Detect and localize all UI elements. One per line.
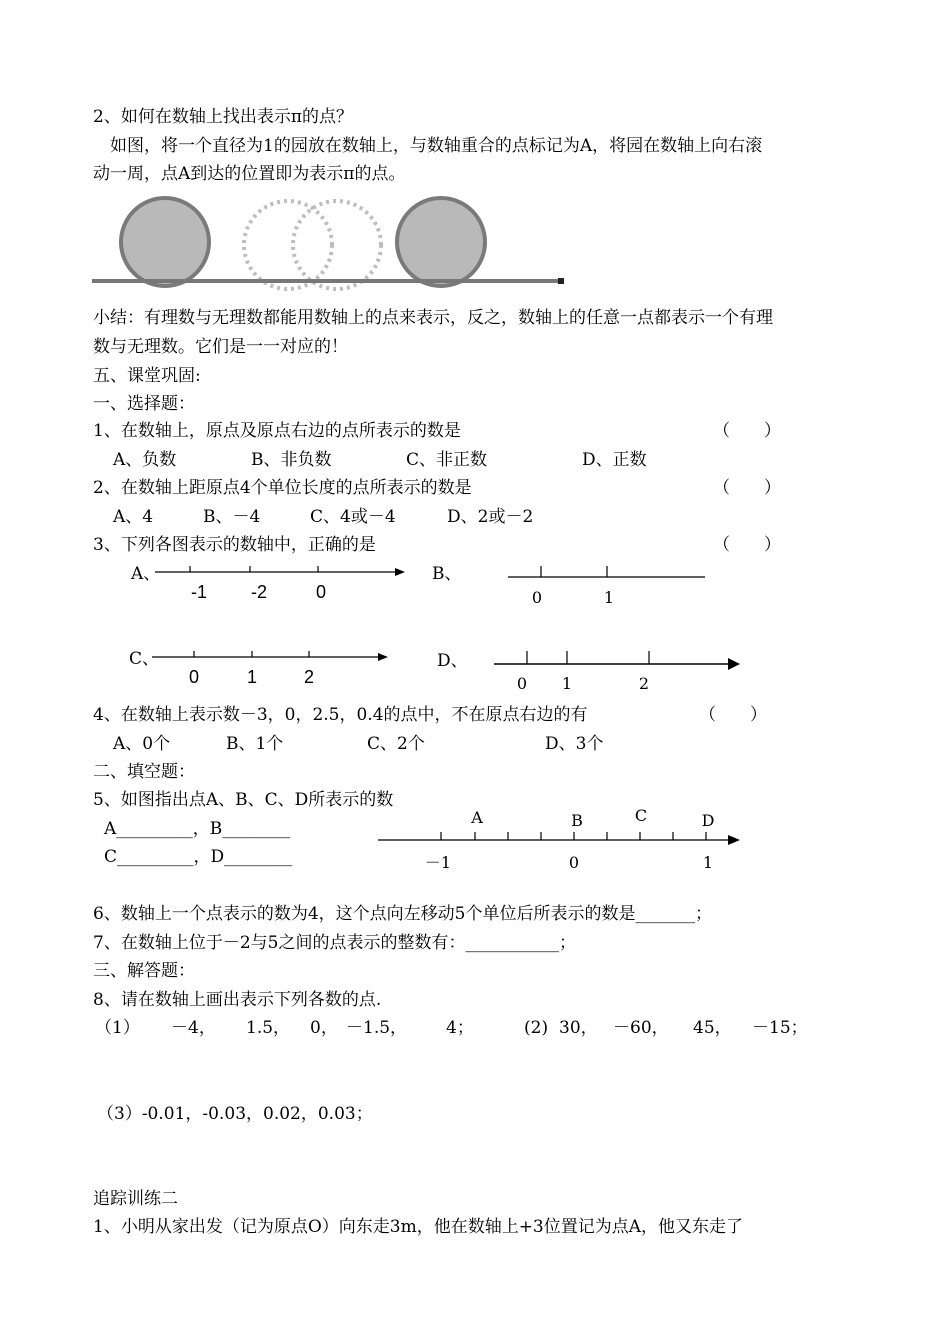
q5-point-label: B (571, 811, 583, 830)
q6-text: 6、数轴上一个点表示的数为4，这个点向左移动5个单位后所表示的数是_______； (93, 904, 712, 924)
mc3-stem: 3、下列各图表示的数轴中，正确的是 (93, 535, 376, 555)
mc1-answer-paren: （ ） (713, 421, 781, 441)
part-three-heading: 三、解答题： (93, 961, 195, 981)
axis-c (152, 645, 397, 690)
axis-a-tick-label: -1 (190, 582, 208, 602)
mc2-option-a: A、4 (113, 507, 154, 527)
q5-blank-cd: C_________，D________ (104, 847, 293, 867)
q2-paragraph-line1: 如图，将一个直径为1的园放在数轴上，与数轴重合的点标记为A，将园在数轴上向右滚 (110, 136, 763, 156)
axis-c-tick-label: 0 (188, 667, 200, 687)
mc4-option-a: A、0个 (113, 734, 171, 754)
q5-tick-label: 0 (568, 853, 580, 872)
q8-item: 4； (446, 1018, 474, 1038)
axis-b-tick-label: 1 (603, 588, 615, 607)
mc1-option-a: A、负数 (113, 450, 177, 470)
q8-item: －4， (171, 1018, 216, 1038)
q8-item: －15； (752, 1018, 808, 1038)
axis-d (494, 648, 744, 693)
q8-item: 45， (693, 1018, 732, 1038)
mc1-option-c: C、非正数 (406, 450, 488, 470)
summary-line2: 数与无理数。它们是一一对应的！ (93, 337, 348, 357)
mc1-option-d: D、正数 (582, 450, 647, 470)
axis-c-tick-label: 2 (303, 667, 315, 687)
q5-blank-ab: A_________，B________ (104, 819, 291, 839)
q5-stem: 5、如图指出点A、B、C、D所表示的数 (93, 790, 394, 810)
q5-tick-label: －1 (424, 853, 452, 872)
mc1-option-b: B、非负数 (251, 450, 332, 470)
axis-b-tick-label: 0 (531, 588, 543, 607)
q5-number-line (378, 805, 743, 875)
q8-item: 0， (310, 1018, 338, 1038)
q5-tick-label: 1 (702, 853, 714, 872)
axis-c-label: C、 (129, 649, 160, 669)
axis-a-label: A、 (131, 564, 161, 584)
mc2-option-d: D、2或－2 (447, 507, 534, 527)
q8-item: －1.5， (346, 1018, 408, 1038)
part-one-heading: 一、选择题： (93, 394, 195, 414)
q8-part3: （3）-0.01，-0.03，0.02，0.03； (97, 1104, 373, 1124)
summary-line1: 小结：有理数与无理数都能用数轴上的点来表示，反之，数轴上的任意一点都表示一个有理 (93, 308, 773, 328)
q8-item: －60， (613, 1018, 669, 1038)
section-five-heading: 五、课堂巩固: (93, 366, 201, 386)
q8-stem: 8、请在数轴上画出表示下列各数的点. (93, 990, 382, 1010)
q8-item: 1.5， (246, 1018, 291, 1038)
q5-point-label: A (471, 808, 483, 827)
axis-a (155, 560, 410, 605)
q5-point-label: C (634, 806, 648, 825)
q8-item: （1） (95, 1018, 140, 1038)
axis-a-tick-label: -2 (250, 582, 268, 602)
mc2-answer-paren: （ ） (713, 478, 781, 498)
q2-title: 2、如何在数轴上找出表示π的点？ (93, 107, 353, 127)
mc2-stem: 2、在数轴上距原点4个单位长度的点所表示的数是 (93, 478, 472, 498)
mc4-stem: 4、在数轴上表示数－3，0，2.5，0.4的点中，不在原点右边的有 (93, 705, 588, 725)
axis-d-label: D、 (437, 651, 468, 671)
mc4-option-b: B、1个 (226, 734, 284, 754)
q8-item: 30， (559, 1018, 598, 1038)
axis-d-tick-label: 2 (638, 674, 650, 693)
mc4-option-c: C、2个 (367, 734, 425, 754)
mc2-option-c: C、4或－4 (310, 507, 396, 527)
mc2-option-b: B、－4 (203, 507, 261, 527)
part-two-heading: 二、填空题： (93, 762, 195, 782)
mc4-option-d: D、3个 (545, 734, 604, 754)
mc4-answer-paren: （ ） (699, 705, 767, 725)
rolling-circle-figure (92, 192, 572, 292)
tracking-title: 追踪训练二 (93, 1189, 178, 1209)
axis-c-tick-label: 1 (246, 667, 258, 687)
axis-a-tick-label: 0 (315, 582, 327, 602)
axis-b (508, 562, 708, 607)
mc3-answer-paren: （ ） (713, 535, 781, 555)
tracking-line1: 1、小明从家出发（记为原点O）向东走3m，他在数轴上+3位置记为点A，他又东走了 (93, 1217, 744, 1237)
axis-b-label: B、 (432, 564, 462, 584)
q2-paragraph-line2: 动一周，点A到达的位置即为表示π的点。 (93, 164, 406, 184)
q7-text: 7、在数轴上位于－2与5之间的点表示的整数有：___________； (93, 933, 576, 953)
mc1-stem: 1、在数轴上，原点及原点右边的点所表示的数是 (93, 421, 461, 441)
axis-d-tick-label: 1 (561, 674, 573, 693)
q5-point-label: D (701, 811, 715, 830)
q8-item: (2) (524, 1018, 549, 1038)
axis-d-tick-label: 0 (516, 674, 528, 693)
